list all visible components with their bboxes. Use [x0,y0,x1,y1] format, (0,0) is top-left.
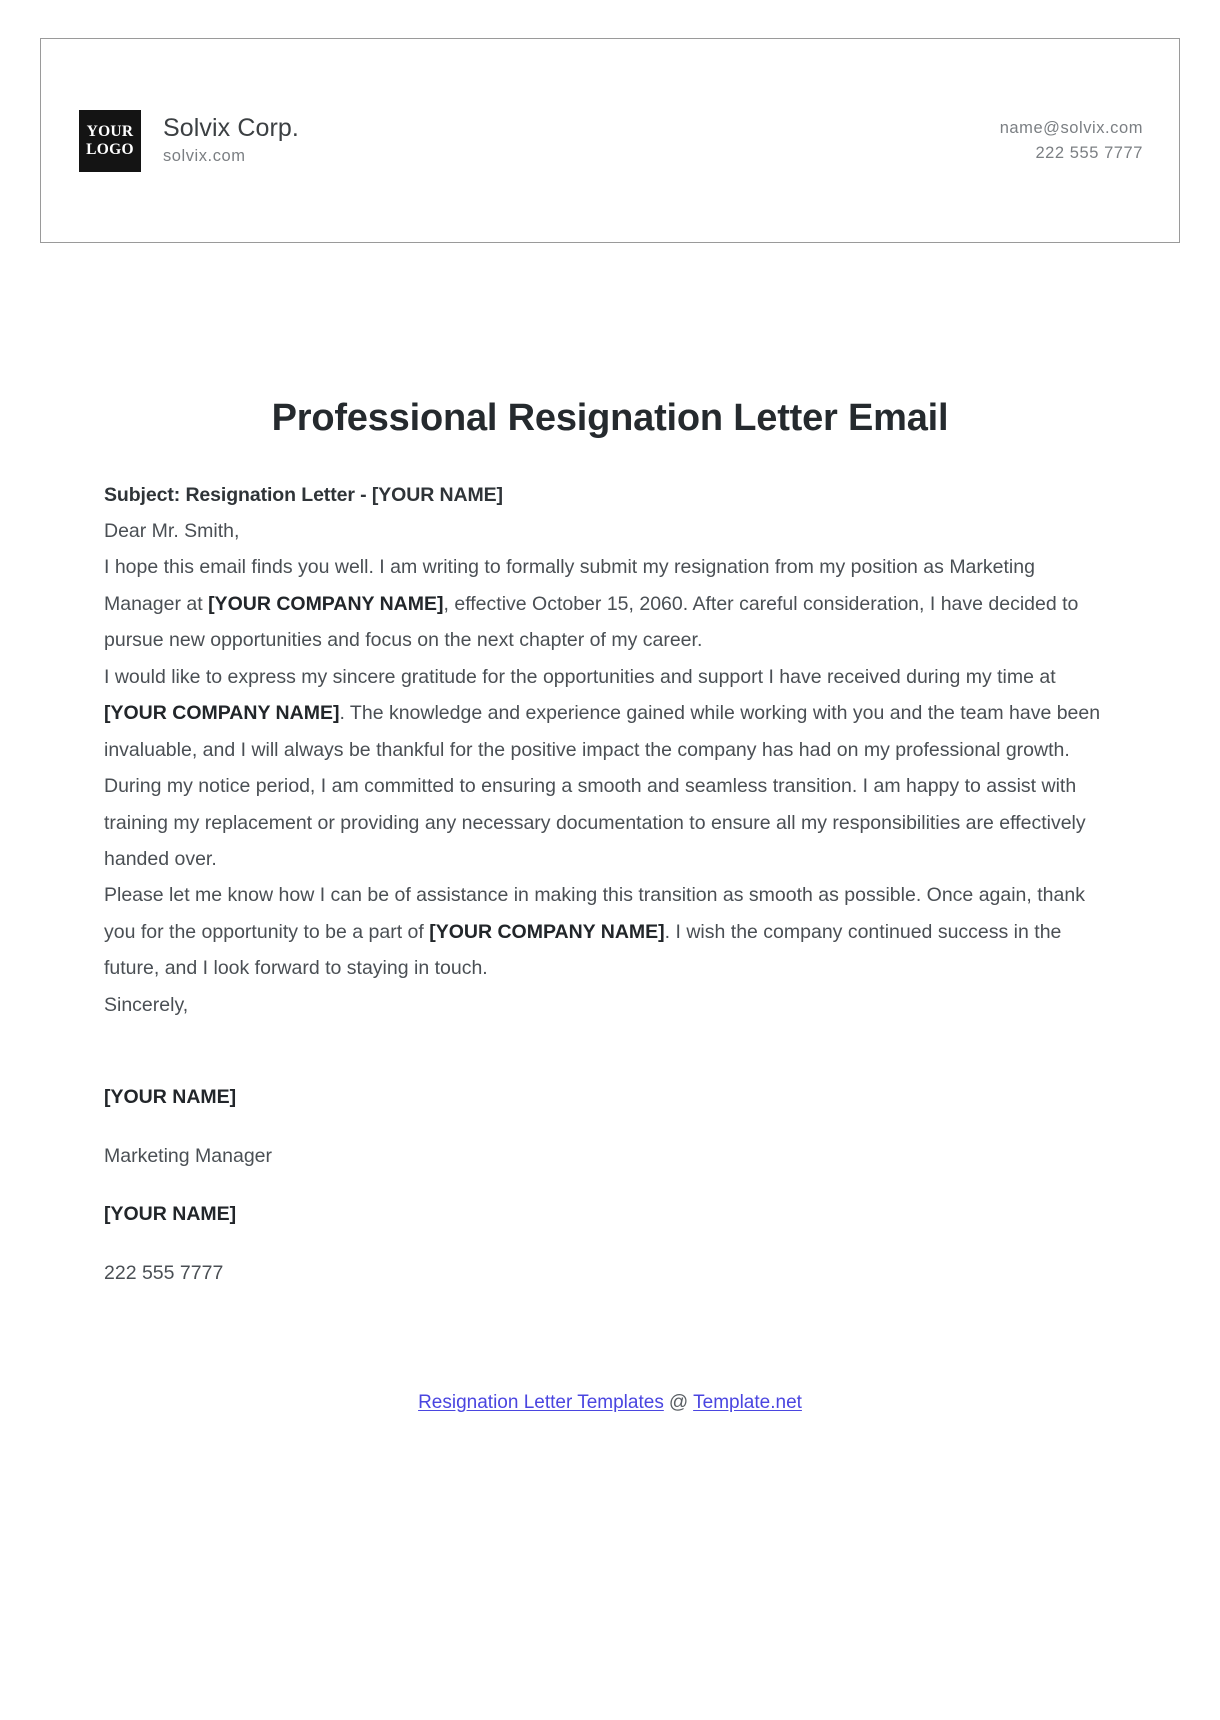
page-title: Professional Resignation Letter Email [271,397,949,439]
closing: Sincerely, [104,993,189,1016]
paragraph-4-bold-1: [YOUR COMPANY NAME] [429,920,665,943]
paragraph-2-bold-1: [YOUR COMPANY NAME] [104,702,340,725]
company-website: solvix.com [163,147,246,166]
paragraph-2-part-1: I would like to express my sincere gratitude for the opportunities and support I have received during my time at [104,665,1056,688]
company-logo [79,110,141,172]
paragraph-1-part-1: I hope this email finds you well. I am writing to formally submit my resignation from my position as Marketing Manager at [104,556,1035,615]
salutation: Dear Mr. Smith, [104,519,240,542]
paragraph-1 [104,549,1116,658]
contact-block [1000,119,1143,163]
paragraph-1-part-2: , effective October 15, 2060. After careful consideration, I have decided to pursue new opportunities and focus on the next chapter of my career. [104,592,1079,652]
subject-line: Subject: Resignation Letter - [YOUR NAME] [104,483,503,506]
letterhead-box [40,38,1180,243]
signature-gap [104,1023,1116,1079]
footer-attribution [0,1390,1220,1417]
paragraph-3: During my notice period, I am committed to ensuring a smooth and seamless transition. I am happy to assist with training my replacement or providing any necessary documentation to ensure all my responsibilities are effectively handed over. [104,775,1086,871]
contact-email: name@solvix.com [999,118,1143,137]
signature-job-title: Marketing Manager [104,1144,272,1167]
logo-line-2: LOGO [86,140,134,158]
paragraph-4 [104,877,1116,986]
template-net-link[interactable]: Template.net [693,1392,802,1413]
paragraph-2-part-2: . The knowledge and experience gained while working with you and the team have been invaluable, and I will always be thankful for the positive impact the company has had on my professional growth. [104,702,1101,761]
signature-name-2: [YOUR NAME] [104,1203,237,1226]
paragraph-4-part-2: . I wish the company continued success in the future, and I look forward to staying in touch. [104,920,1062,980]
letterhead-content [41,110,1179,172]
brand-text-block [163,115,299,167]
paragraph-4-part-1: Please let me know how I can be of assistance in making this transition as smooth as possible. Once again, thank you for the opportunity to be a part of [104,884,1085,943]
company-name: Solvix Corp. [163,113,299,142]
paragraph-2 [104,659,1116,768]
letter-body [104,395,1116,1291]
paragraph-1-bold-1: [YOUR COMPANY NAME] [208,592,444,615]
signature-spacer-1 [104,1116,1116,1138]
signature-name: [YOUR NAME] [104,1086,237,1109]
signature-phone: 222 555 7777 [104,1261,224,1284]
resignation-letter-templates-link[interactable]: Resignation Letter Templates [418,1392,664,1413]
contact-phone: 222 555 7777 [1035,143,1143,162]
signature-spacer-2 [104,1174,1116,1196]
logo-line-1: YOUR [86,123,134,141]
signature-spacer-3 [104,1233,1116,1255]
brand-block [79,110,299,172]
footer-separator: @ [668,1392,689,1413]
